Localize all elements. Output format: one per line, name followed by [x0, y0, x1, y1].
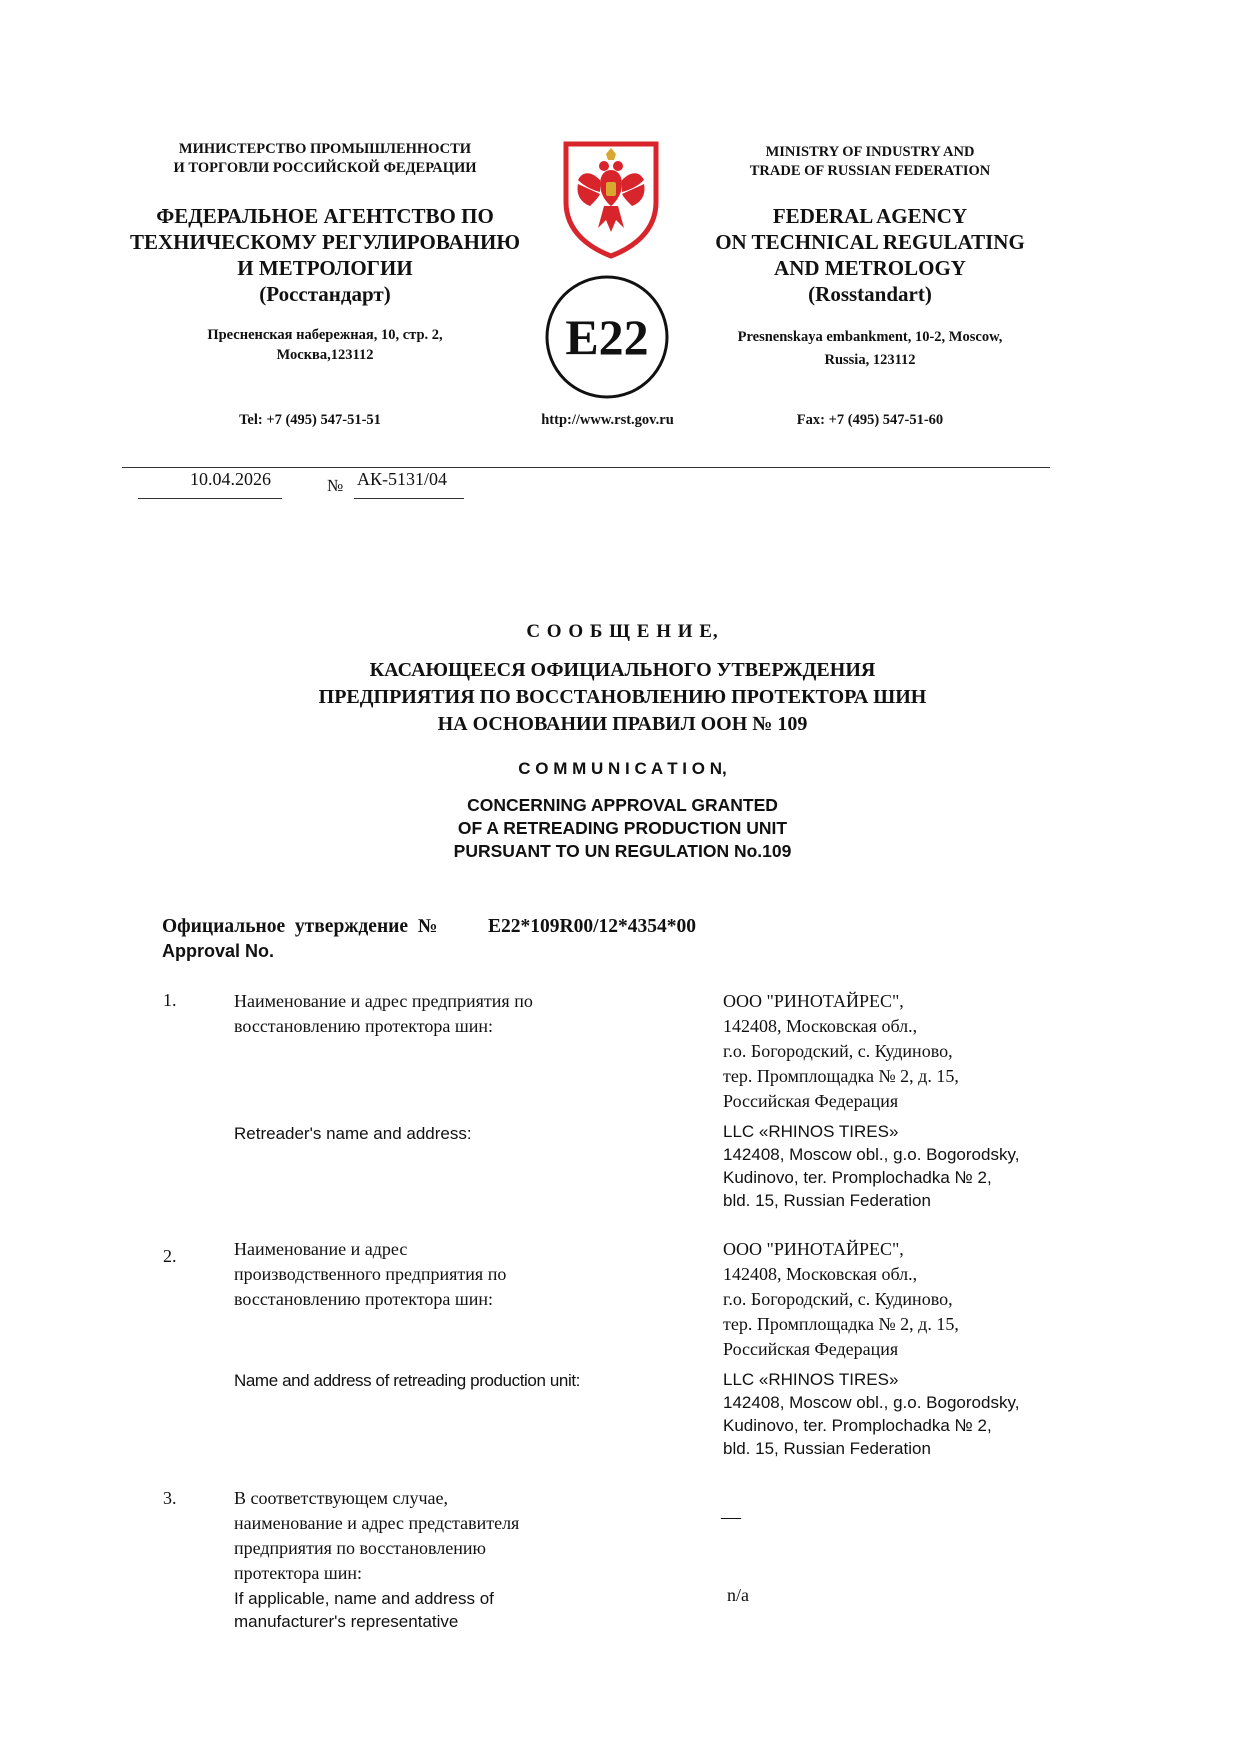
item-3-label-ru: В соответствующем случае, наименование и адрес представителя предприятия по восстановлению протектора шин:	[234, 1488, 520, 1583]
fax: Fax: +7 (495) 547-51-60	[796, 412, 944, 428]
approval-label-en: Approval No.	[162, 941, 275, 961]
item-1-label-ru: Наименование и адрес предприятия по восстановлению протектора шин:	[234, 991, 533, 1036]
item-3-label-en: If applicable, name and address of manufacturer's representative	[234, 1589, 494, 1631]
item-1-value-ru: ООО "РИНОТАЙРЕС", 142408, Московская обл., г.о. Богородский, с. Кудиново, тер. Промплощадка № 2, д. 15, Российская Федерация	[723, 991, 959, 1111]
item-number: 1.	[163, 990, 177, 1010]
item-1-label-en: Retreader's name and address:	[234, 1124, 472, 1143]
address-en: Presnenskaya embankment, 10-2, Moscow, Russia, 123112	[737, 329, 1003, 368]
title-en-heading: C O M M U N I C A T I O N,	[518, 759, 727, 778]
item-2-value-ru: ООО "РИНОТАЙРЕС", 142408, Московская обл., г.о. Богородский, с. Кудиново, тер. Промплощадка № 2, д. 15, Российская Федерация	[723, 1239, 959, 1359]
date-underline	[138, 498, 282, 499]
address-ru: Пресненская набережная, 10, стр. 2, Москва,123112	[207, 327, 443, 363]
approval-label-ru: Официальное утверждение №	[162, 916, 438, 937]
item-3-value-ru: —	[721, 1506, 741, 1528]
item-3-value-en: n/a	[727, 1585, 749, 1605]
item-number: 2.	[163, 1246, 177, 1266]
agency-ru: ФЕДЕРАЛЬНОЕ АГЕНТСТВО ПО ТЕХНИЧЕСКОМУ РЕГУЛИРОВАНИЮ И МЕТРОЛОГИИ (Росстандарт)	[130, 204, 520, 306]
title-ru-heading: С О О Б Щ Е Н И Е,	[526, 621, 719, 642]
title-ru: КАСАЮЩЕЕСЯ ОФИЦИАЛЬНОГО УТВЕРЖДЕНИЯ ПРЕДПРИЯТИЯ ПО ВОССТАНОВЛЕНИЮ ПРОТЕКТОРА ШИН НА ОСНОВАНИИ ПРАВИЛ ООН № 109	[318, 659, 927, 735]
ministry-ru: МИНИСТЕРСТВО ПРОМЫШЛЕННОСТИ И ТОРГОВЛИ РОССИЙСКОЙ ФЕДЕРАЦИИ	[173, 141, 477, 176]
item-1-value-en: LLC «RHINOS TIRES» 142408, Moscow obl., g.o. Bogorodsky, Kudinovo, ter. Promplochadka № 2, bld. 15, Russian Federation	[723, 1122, 1020, 1210]
title-en: CONCERNING APPROVAL GRANTED OF A RETREADING PRODUCTION UNIT PURSUANT TO UN REGULATION No.109	[453, 795, 792, 861]
website-link[interactable]: http://www.rst.gov.ru	[541, 412, 674, 428]
number-sign: №	[327, 476, 344, 495]
coat-of-arms-icon	[560, 140, 662, 260]
ministry-en: MINISTRY OF INDUSTRY AND TRADE OF RUSSIAN FEDERATION	[749, 144, 991, 179]
item-2-value-en: LLC «RHINOS TIRES» 142408, Moscow obl., g.o. Bogorodsky, Kudinovo, ter. Promplochadka № 2, bld. 15, Russian Federation	[723, 1370, 1020, 1458]
ref-number: АК-5131/04	[357, 469, 447, 489]
agency-en: FEDERAL AGENCY ON TECHNICAL REGULATING AND METROLOGY (Rosstandart)	[715, 204, 1025, 306]
ref-underline	[354, 498, 464, 499]
item-number: 3.	[163, 1488, 177, 1508]
approval-number: E22*109R00/12*4354*00	[488, 916, 697, 937]
header-divider	[122, 467, 1050, 468]
item-2-label-en: Name and address of retreading production unit:	[234, 1371, 580, 1390]
e22-mark-label: E22	[565, 309, 649, 365]
tel: Tel: +7 (495) 547-51-51	[239, 412, 381, 428]
item-2-label-ru: Наименование и адрес производственного предприятия по восстановлению протектора шин:	[234, 1239, 507, 1309]
date-value: 10.04.2026	[190, 469, 271, 489]
